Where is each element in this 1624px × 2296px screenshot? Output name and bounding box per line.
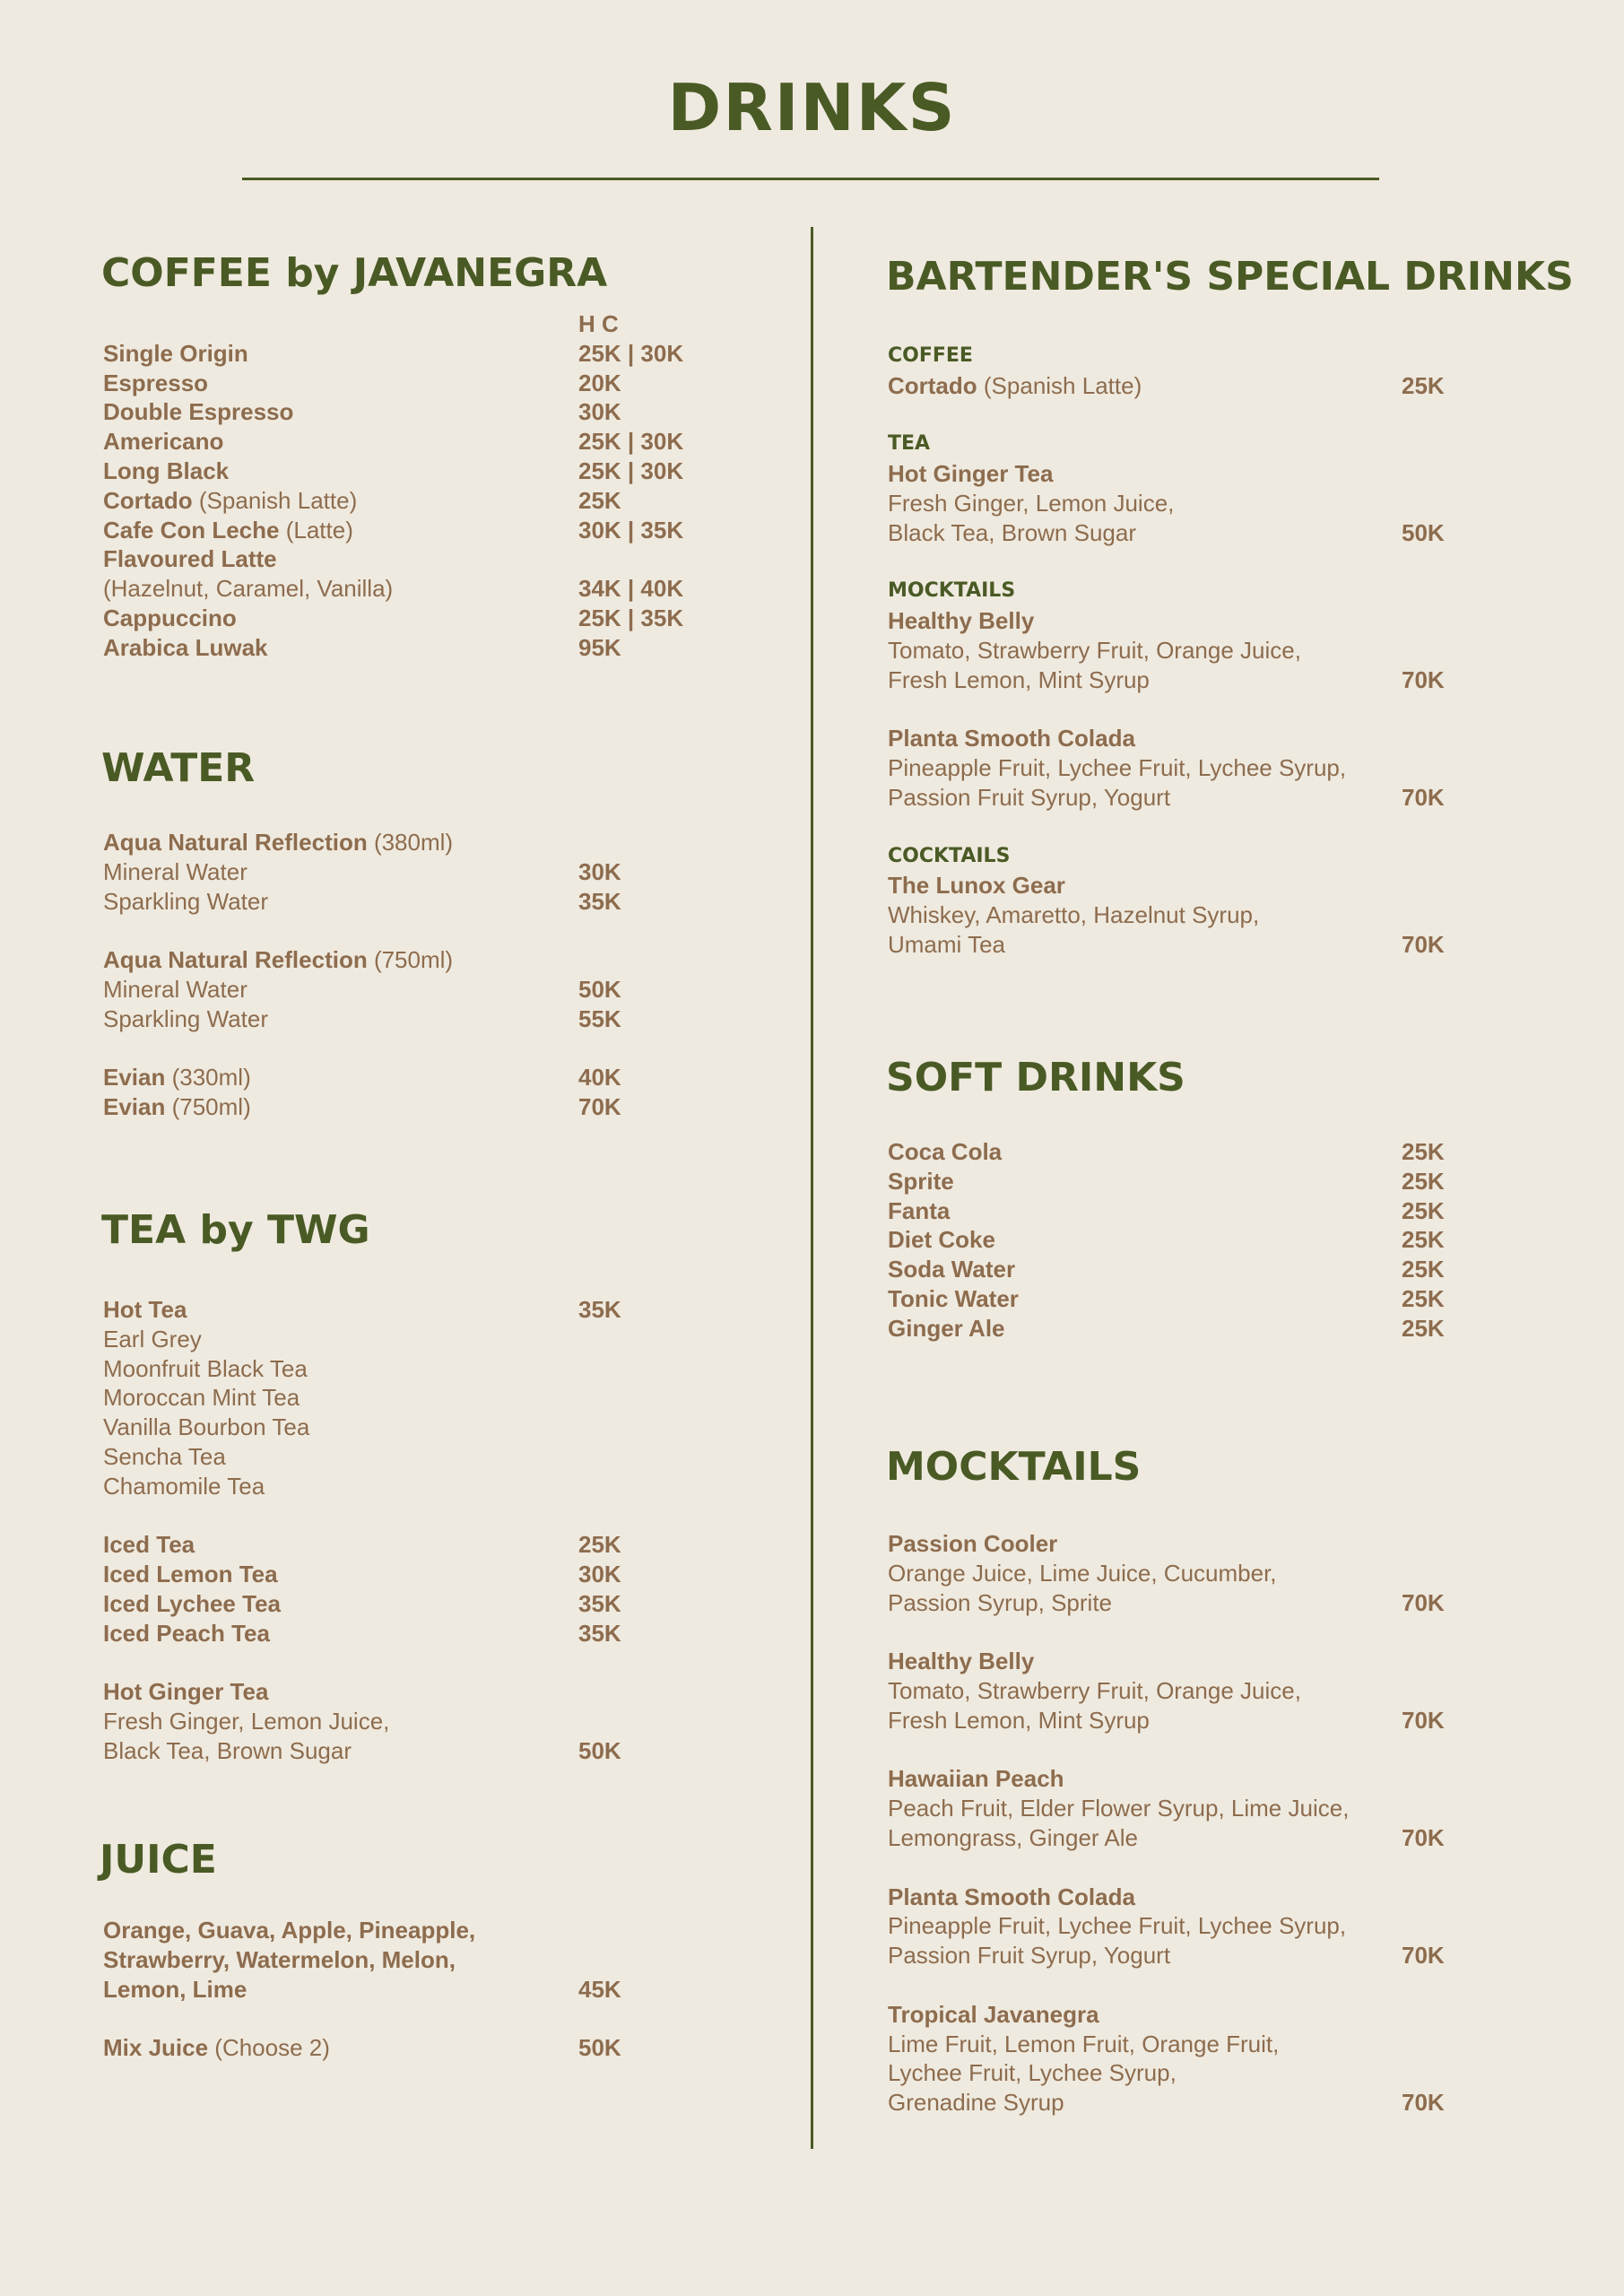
item-price: 70K — [1402, 1823, 1445, 1851]
soft-drinks-list — [888, 1137, 1445, 1344]
item-name: The Lunox Gear — [888, 872, 1065, 900]
item-price: 35K — [578, 1619, 621, 1647]
item-name: Arabica Luwak — [103, 633, 268, 661]
coffee-heading: COFFEE by JAVANEGRA — [101, 250, 608, 296]
item-description: Mineral Water — [103, 975, 248, 1003]
menu-item-line — [888, 459, 1346, 489]
menu-item-line — [888, 1911, 1349, 1941]
column-divider — [811, 227, 813, 2149]
menu-item-line — [103, 1677, 389, 1707]
item-description: Fresh Ginger, Lemon Juice, — [103, 1708, 390, 1735]
item-name: Ginger Ale — [888, 1314, 1005, 1342]
item-price: 20K — [578, 369, 621, 396]
item-description: Fresh Lemon, Mint Syrup — [888, 665, 1150, 693]
bartender-list — [888, 342, 1445, 960]
item-price: 50K — [578, 1736, 621, 1764]
menu-item-line — [103, 1530, 621, 1560]
menu-item-line — [888, 2058, 1349, 2088]
subsection-label — [888, 577, 1346, 606]
item-name: Planta Smooth Colada — [888, 1883, 1135, 1910]
menu-item-line — [103, 574, 684, 604]
menu-item-line — [103, 369, 621, 398]
item-description: Fresh Lemon, Mint Syrup — [888, 1706, 1150, 1734]
item-name: Americano — [103, 428, 224, 456]
menu-item-line — [888, 753, 1346, 783]
spacer — [888, 548, 1346, 578]
item-price: 25K — [578, 486, 621, 514]
item-name: Passion Cooler — [888, 1530, 1058, 1557]
menu-item-line — [103, 633, 621, 663]
item-name: Flavoured Latte — [103, 545, 277, 573]
item-price: 25K — [1402, 1138, 1445, 1165]
item-description: Sparkling Water — [103, 1004, 268, 1032]
title-divider — [242, 178, 1379, 180]
menu-item-line — [103, 1472, 389, 1501]
menu-item-line — [103, 1092, 621, 1122]
menu-item-line — [888, 636, 1346, 665]
item-price: 70K — [1402, 1588, 1445, 1616]
menu-item-line — [103, 1295, 621, 1325]
item-name: Strawberry, Watermelon, Melon, — [103, 1945, 456, 1973]
menu-item-line — [888, 1314, 1445, 1344]
item-description: (Latte) — [279, 516, 353, 544]
item-description: Orange Juice, Lime Juice, Cucumber, — [888, 1559, 1277, 1587]
water-list — [103, 828, 621, 1122]
menu-item-line — [888, 1676, 1349, 1706]
menu-item-line — [888, 1647, 1349, 1676]
spacer — [888, 1617, 1349, 1647]
menu-item-line — [888, 518, 1445, 548]
item-description: Fresh Ginger, Lemon Juice, — [888, 489, 1175, 517]
item-description: (750ml) — [165, 1093, 251, 1121]
tea-list — [103, 1295, 621, 1766]
menu-item-line — [103, 1589, 621, 1619]
menu-item-line — [888, 371, 1445, 401]
mocktails-heading: MOCKTAILS — [886, 1444, 1142, 1490]
subsection-label-text: COFFEE — [888, 344, 973, 367]
juice-list — [103, 1916, 621, 2063]
item-name: Aqua Natural Reflection — [103, 946, 368, 974]
menu-item-line — [103, 1383, 389, 1413]
item-price: 30K | 35K — [578, 516, 684, 544]
item-name: Tropical Javanegra — [888, 2000, 1099, 2028]
menu-item-line — [103, 1975, 621, 2005]
item-price: 45K — [578, 1975, 621, 2003]
item-description: Passion Syrup, Sprite — [888, 1588, 1113, 1616]
item-price: 25K — [1402, 1196, 1445, 1224]
item-price: 35K — [578, 1296, 621, 1323]
item-price: 30K — [578, 857, 621, 885]
spacer — [103, 1648, 389, 1678]
item-name: Planta Smooth Colada — [888, 725, 1135, 752]
item-description: Passion Fruit Syrup, Yogurt — [888, 1942, 1171, 1970]
item-name: Double Espresso — [103, 398, 294, 426]
menu-item-line — [888, 606, 1346, 636]
subsection-label — [888, 342, 1346, 371]
menu-item-line — [103, 544, 393, 574]
item-price: 34K | 40K — [578, 575, 684, 603]
soft-drinks-heading: SOFT DRINKS — [886, 1055, 1185, 1100]
item-price: 70K — [1402, 783, 1445, 811]
item-description: Chamomile Tea — [103, 1472, 265, 1500]
item-description: Tomato, Strawberry Fruit, Orange Juice, — [888, 636, 1301, 664]
menu-item-line — [888, 930, 1445, 960]
menu-item-line — [888, 1588, 1445, 1618]
item-description: Grenadine Syrup — [888, 2089, 1064, 2117]
item-price: 50K — [578, 2034, 621, 2062]
item-name: Diet Coke — [888, 1226, 995, 1254]
item-price: 40K — [578, 1064, 621, 1091]
item-price: 25K | 30K — [578, 339, 684, 367]
item-name: Soda Water — [888, 1256, 1016, 1283]
menu-item-line — [888, 2000, 1349, 2030]
menu-item-line — [103, 945, 453, 975]
item-price: 70K — [578, 1093, 621, 1121]
subsection-label-text: MOCKTAILS — [888, 579, 1016, 603]
menu-item-line — [888, 1255, 1445, 1284]
item-price: 50K — [578, 975, 621, 1003]
menu-item-line — [103, 1707, 389, 1736]
item-price: 50K — [1402, 518, 1445, 546]
item-description: Black Tea, Brown Sugar — [888, 518, 1136, 546]
menu-item-line — [888, 1823, 1445, 1853]
menu-item-line — [888, 1167, 1445, 1196]
menu-item-line — [103, 857, 621, 887]
menu-item-line — [888, 1196, 1445, 1226]
item-name: Healthy Belly — [888, 607, 1035, 635]
menu-item-line — [103, 1560, 621, 1589]
item-description: (Spanish Latte) — [977, 371, 1142, 399]
item-price: 35K — [578, 887, 621, 915]
item-description: Passion Fruit Syrup, Yogurt — [888, 783, 1171, 811]
menu-item-line — [888, 489, 1346, 518]
menu-item-line — [888, 1225, 1445, 1255]
menu-item-line — [888, 2030, 1349, 2059]
item-description: Tomato, Strawberry Fruit, Orange Juice, — [888, 1676, 1301, 1704]
menu-item-line — [103, 397, 621, 427]
menu-item-line — [888, 665, 1445, 695]
menu-item-line — [888, 724, 1346, 753]
item-description: Sparkling Water — [103, 887, 268, 915]
menu-item-line — [103, 1354, 389, 1384]
menu-item-line — [103, 887, 621, 917]
item-price: 70K — [1402, 665, 1445, 693]
spacer — [888, 401, 1346, 430]
item-name: Lemon, Lime — [103, 1975, 248, 2003]
item-description: Lime Fruit, Lemon Fruit, Orange Fruit, — [888, 2030, 1280, 2057]
mocktails-list — [888, 1529, 1445, 2118]
menu-item-line — [103, 604, 684, 633]
page-title: DRINKS — [667, 70, 957, 145]
item-description: (Hazelnut, Caramel, Vanilla) — [103, 575, 394, 603]
menu-item-line — [103, 1442, 389, 1472]
item-name: Evian — [103, 1064, 166, 1091]
item-price: 55K — [578, 1004, 621, 1032]
menu-item-line — [103, 1619, 621, 1648]
item-name: Iced Lemon Tea — [103, 1561, 278, 1588]
item-description: Moonfruit Black Tea — [103, 1354, 308, 1382]
item-name: Hot Ginger Tea — [888, 460, 1054, 488]
item-description: Pineapple Fruit, Lychee Fruit, Lychee Syrup, — [888, 754, 1347, 782]
item-description: Lemongrass, Ginger Ale — [888, 1823, 1138, 1851]
item-description: (330ml) — [165, 1064, 251, 1091]
item-name: Mix Juice — [103, 2034, 209, 2062]
item-price: 70K — [1402, 2089, 1445, 2117]
item-name: Iced Lychee Tea — [103, 1589, 281, 1617]
item-price: 25K | 35K — [578, 604, 684, 631]
item-price: 30K — [578, 398, 621, 426]
menu-item-line — [103, 427, 684, 457]
item-price: 70K — [1402, 1942, 1445, 1970]
spacer — [103, 1501, 389, 1531]
item-name: Hot Tea — [103, 1296, 187, 1323]
menu-item-line — [103, 457, 684, 486]
menu-item-line — [888, 1883, 1349, 1912]
item-description: (Spanish Latte) — [192, 486, 358, 514]
item-description: Moroccan Mint Tea — [103, 1384, 300, 1412]
item-price: 30K — [578, 1561, 621, 1588]
subsection-label — [888, 842, 1346, 872]
menu-item-line — [888, 1559, 1349, 1588]
item-description: Lychee Fruit, Lychee Syrup, — [888, 2059, 1177, 2087]
menu-item-line — [103, 339, 684, 369]
subsection-label — [888, 430, 1346, 459]
item-price: 25K — [1402, 371, 1445, 399]
hot-cold-header: H C — [578, 310, 619, 337]
menu-item-line — [103, 516, 684, 545]
spacer — [888, 1970, 1349, 2000]
coffee-list — [103, 309, 684, 663]
item-price: 25K — [1402, 1284, 1445, 1312]
spacer — [888, 1735, 1349, 1765]
menu-item-line — [103, 1063, 621, 1092]
spacer — [103, 916, 453, 945]
subsection-label-text: COCKTAILS — [888, 844, 1011, 867]
item-price: 25K — [1402, 1314, 1445, 1342]
item-name: Aqua Natural Reflection — [103, 829, 368, 856]
menu-item-line — [103, 828, 453, 857]
item-name: Healthy Belly — [888, 1648, 1035, 1675]
item-price: 25K — [1402, 1256, 1445, 1283]
item-price: 70K — [1402, 930, 1445, 958]
item-price: 25K | 30K — [578, 428, 684, 456]
item-name: Sprite — [888, 1167, 954, 1195]
item-name: Espresso — [103, 369, 209, 396]
menu-item-line — [103, 486, 621, 516]
item-name: Cortado — [103, 486, 193, 514]
bartender-heading: BARTENDER'S SPECIAL DRINKS — [886, 254, 1574, 300]
menu-item-line — [888, 1529, 1349, 1559]
item-name: Cafe Con Leche — [103, 516, 280, 544]
spacer — [888, 813, 1346, 842]
item-description: Umami Tea — [888, 930, 1006, 958]
menu-item-line — [103, 1325, 389, 1354]
juice-heading: JUICE — [100, 1837, 217, 1883]
item-price: 25K — [1402, 1167, 1445, 1195]
item-name: Orange, Guava, Apple, Pineapple, — [103, 1917, 476, 1944]
item-price: 35K — [578, 1589, 621, 1617]
item-name: Iced Peach Tea — [103, 1619, 270, 1647]
menu-item-line — [103, 975, 621, 1004]
item-name: Iced Tea — [103, 1531, 195, 1559]
menu-item-line — [888, 1706, 1445, 1735]
item-price: 95K — [578, 633, 621, 661]
menu-item-line — [103, 2033, 621, 2063]
item-name: Hot Ginger Tea — [103, 1678, 269, 1706]
item-name: Evian — [103, 1093, 166, 1121]
item-description: (Choose 2) — [208, 2034, 330, 2062]
menu-item-line — [103, 1916, 475, 1945]
item-name: Hawaiian Peach — [888, 1765, 1064, 1793]
item-price: 25K — [578, 1531, 621, 1559]
item-description: Sencha Tea — [103, 1442, 226, 1470]
spacer — [888, 695, 1346, 725]
menu-item-line — [103, 1413, 389, 1442]
water-heading: WATER — [101, 745, 256, 791]
menu-item-line — [888, 1284, 1445, 1314]
item-name: Cappuccino — [103, 604, 237, 631]
item-price: 70K — [1402, 1706, 1445, 1734]
menu-item-line — [103, 1945, 475, 1975]
item-name: Cortado — [888, 371, 977, 399]
item-description: (380ml) — [367, 829, 454, 856]
menu-item-line — [103, 309, 619, 339]
subsection-label-text: TEA — [888, 432, 931, 456]
menu-item-line — [888, 900, 1346, 930]
menu-item-line — [888, 1794, 1349, 1823]
menu-item-line — [888, 783, 1445, 813]
menu-item-line — [103, 1736, 621, 1766]
item-name: Tonic Water — [888, 1284, 1019, 1312]
spacer — [103, 1034, 453, 1064]
item-price: 25K — [1402, 1226, 1445, 1254]
menu-item-line — [888, 2088, 1445, 2118]
menu-item-line — [888, 871, 1346, 900]
item-description: Pineapple Fruit, Lychee Fruit, Lychee Syrup, — [888, 1912, 1347, 1940]
item-name: Fanta — [888, 1196, 951, 1224]
spacer — [888, 1853, 1349, 1883]
menu-item-line — [888, 1764, 1349, 1794]
item-description: Whiskey, Amaretto, Hazelnut Syrup, — [888, 901, 1260, 929]
item-name: Single Origin — [103, 339, 248, 367]
item-description: Vanilla Bourbon Tea — [103, 1413, 310, 1441]
item-name: Coca Cola — [888, 1138, 1003, 1165]
item-description: Earl Grey — [103, 1325, 202, 1352]
item-description: Mineral Water — [103, 857, 248, 885]
item-price: 25K | 30K — [578, 457, 684, 484]
item-description: (750ml) — [367, 946, 454, 974]
item-description: Black Tea, Brown Sugar — [103, 1736, 352, 1764]
item-description: Peach Fruit, Elder Flower Syrup, Lime Juice, — [888, 1795, 1350, 1822]
menu-item-line — [103, 1004, 621, 1034]
spacer — [103, 2004, 475, 2033]
tea-heading: TEA by TWG — [101, 1207, 370, 1253]
item-name: Long Black — [103, 457, 230, 484]
menu-item-line — [888, 1941, 1445, 1970]
menu-item-line — [888, 1137, 1445, 1167]
